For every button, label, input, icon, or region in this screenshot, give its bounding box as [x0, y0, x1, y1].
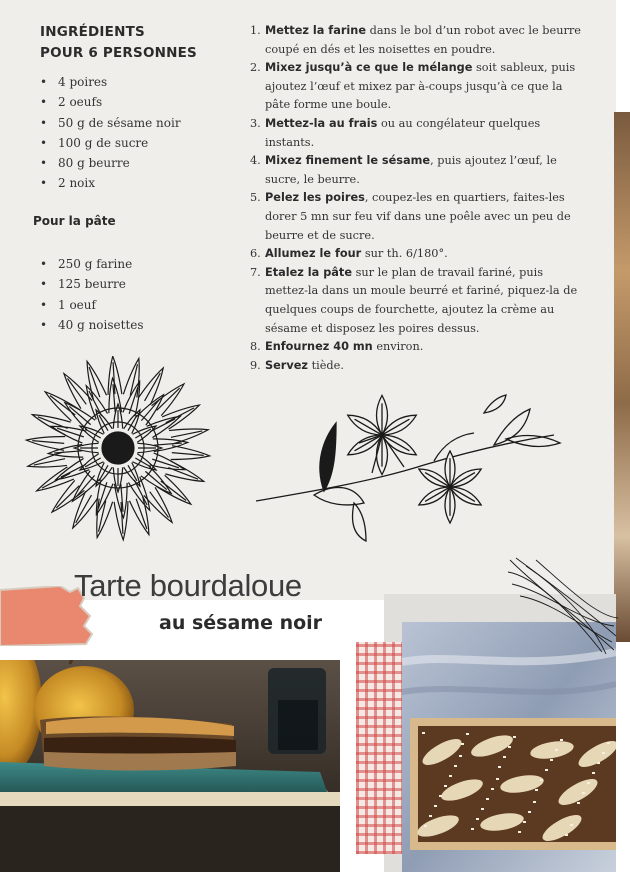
step-bold: Mettez-la au frais	[265, 116, 378, 130]
step-text: dans le bol d’un robot avec le beurre coupé en dés et les noisettes en poudre.	[265, 24, 581, 56]
dahlia-petal	[32, 415, 70, 435]
ingredient-item: • 4 poires	[38, 72, 181, 92]
step-bold: Mettez la farine	[265, 24, 366, 37]
almond-flake	[540, 779, 543, 781]
step-bold: Servez	[265, 358, 308, 372]
step-text: soit sableux, puis ajoutez l’œuf et mixez par à-coups jusqu’à ce que la pâte forme une boule.	[265, 61, 576, 112]
almond-flake	[577, 802, 580, 804]
pate-item: • 250 g farine	[38, 254, 144, 274]
ingredient-item: • 2 oeufs	[38, 92, 181, 112]
almond-flake	[533, 801, 536, 803]
almond-flake	[498, 766, 501, 768]
almond-flake	[535, 789, 538, 791]
almond-flake	[560, 739, 563, 741]
almond-flake	[422, 732, 425, 734]
almond-flake	[439, 795, 442, 797]
step-item	[250, 338, 585, 357]
almond-flake	[449, 775, 452, 777]
step-text: sur th. 6/180°.	[361, 247, 448, 261]
pate-heading: Pour la pâte	[33, 214, 116, 228]
almond-flake	[607, 742, 610, 744]
almond-flake	[476, 818, 479, 820]
ingredients-list	[38, 72, 181, 194]
almond-flake	[491, 788, 494, 790]
dahlia-illustration	[18, 356, 214, 548]
almond-flake	[582, 792, 585, 794]
almond-flake	[508, 746, 511, 748]
ingredient-item: • 100 g de sucre	[38, 133, 181, 153]
almond-flake	[597, 762, 600, 764]
almond-flake	[471, 828, 474, 830]
whole-tart-photo	[402, 622, 616, 872]
step-item	[250, 59, 585, 115]
step-number: 9.	[250, 358, 261, 372]
step-number: 6.	[250, 247, 261, 261]
dahlia-petal-vein	[172, 453, 204, 456]
dahlia-petal-vein	[32, 441, 64, 444]
almond-flake	[555, 749, 558, 751]
almond-flake	[486, 798, 489, 800]
step-number: 7.	[250, 265, 261, 279]
almond-flake	[587, 782, 590, 784]
step-text: sur le plan de travail fariné, puis mettez-la dans un moule beurré et fariné, piquez-la de quelques coups de fourchette, ajoutez la crème au sésame et disposez les poires dessus.	[265, 265, 578, 335]
step-item	[250, 245, 585, 264]
step-bold: Enfournez 40 mn	[265, 340, 373, 354]
step-item	[250, 115, 585, 152]
step-item	[250, 357, 585, 376]
dahlia-petal	[165, 461, 203, 481]
almond-flake	[481, 808, 484, 810]
step-text: , coupez-les en quartiers, faites-les dorer 5 mn sur feu vif dans une poêle avec un peu de beurre et de sucre.	[265, 191, 571, 242]
step-number: 8.	[250, 340, 261, 354]
almond-flake	[496, 778, 499, 780]
recipe-subtitle: au sésame noir	[159, 612, 323, 634]
step-bold: Pelez les poires	[265, 191, 365, 205]
step-number: 4.	[250, 154, 261, 168]
dahlia-petal-vein	[171, 431, 202, 437]
pate-item: • 125 beurre	[38, 274, 144, 294]
dahlia-petal	[150, 453, 185, 470]
step-number: 5.	[250, 191, 261, 205]
almond-flake	[570, 824, 573, 826]
almond-flake	[454, 765, 457, 767]
almond-flake	[550, 759, 553, 761]
scribble-decoration	[506, 556, 618, 656]
step-item	[250, 264, 585, 338]
dahlia-petal-vein	[34, 459, 65, 465]
step-bold: Mixez finement le sésame	[265, 154, 431, 168]
step-bold: Etalez la pâte	[265, 265, 352, 279]
step-item	[250, 152, 585, 189]
step-number: 3.	[250, 116, 261, 130]
almond-flake	[466, 733, 469, 735]
ingredients-heading	[40, 22, 197, 64]
almond-flake	[528, 811, 531, 813]
ingredients-heading-line1: INGRÉDIENTS	[40, 24, 145, 40]
ingredient-item: • 2 noix	[38, 173, 181, 193]
almond-flake	[518, 831, 521, 833]
step-text: tiède.	[307, 358, 344, 372]
step-text: environ.	[372, 340, 424, 354]
almond-flake	[503, 756, 506, 758]
almond-flake	[444, 785, 447, 787]
recipe-title: Tarte bourdaloue	[74, 568, 302, 603]
pate-item: • 1 oeuf	[38, 295, 144, 315]
almond-flake	[523, 821, 526, 823]
step-item	[250, 189, 585, 245]
step-number: 2.	[250, 61, 261, 75]
almond-flake	[434, 805, 437, 807]
almond-flake	[461, 743, 464, 745]
step-bold: Allumez le four	[265, 247, 362, 261]
ingredient-item: • 50 g de sésame noir	[38, 113, 181, 133]
almond-flake	[565, 834, 568, 836]
almond-flake	[424, 825, 427, 827]
almond-flake	[429, 815, 432, 817]
ingredients-heading-line2: POUR 6 PERSONNES	[40, 45, 197, 61]
lily-illustration	[254, 383, 572, 543]
steps-list	[250, 22, 585, 375]
step-number: 1.	[250, 24, 261, 37]
almond-flake	[459, 755, 462, 757]
pate-item: • 40 g noisettes	[38, 315, 144, 335]
almond-flake	[545, 769, 548, 771]
tart-slice-photo	[0, 660, 340, 872]
step-bold: Mixez jusqu’à ce que le mélange	[265, 61, 473, 75]
dahlia-petal	[51, 426, 86, 443]
pate-list	[38, 254, 144, 335]
step-text: ou au congélateur quelques instants.	[265, 116, 541, 149]
step-item	[250, 22, 585, 59]
step-text: , puis ajoutez l’œuf, le sucre, le beurre.	[265, 154, 557, 186]
almond-flake	[592, 772, 595, 774]
almond-flake	[602, 752, 605, 754]
ingredient-item: • 80 g beurre	[38, 153, 181, 173]
almond-flake	[513, 736, 516, 738]
